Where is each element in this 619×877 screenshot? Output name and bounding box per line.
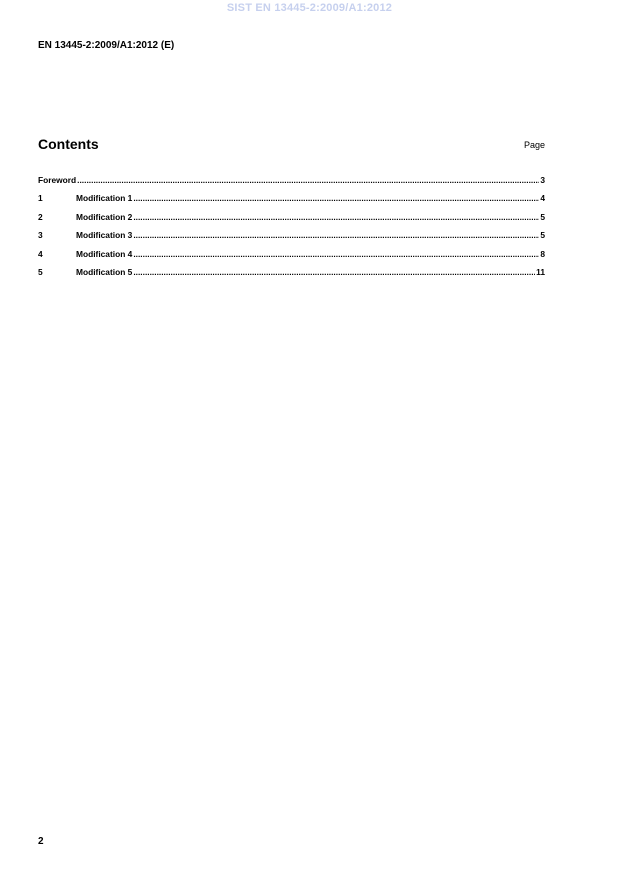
toc-entry-number: 2 — [38, 211, 43, 222]
toc-entry-5[interactable] — [38, 267, 545, 285]
contents-heading: Contents — [38, 136, 99, 152]
toc-entry-number: 3 — [38, 230, 43, 241]
toc-entry-2[interactable] — [38, 212, 545, 230]
document-id: EN 13445-2:2009/A1:2012 (E) — [38, 40, 175, 51]
watermark: SIST EN 13445-2:2009/A1:2012 — [226, 2, 393, 14]
page-column-label: Page — [523, 140, 545, 150]
toc-entry-4[interactable] — [38, 249, 545, 267]
toc-entry-title: Modification 3 — [76, 230, 133, 241]
toc-entry-number: 5 — [38, 266, 43, 277]
toc-entry-title: Modification 4 — [76, 248, 133, 259]
toc-entry-page: 4 — [540, 193, 545, 204]
toc-leader-dots — [133, 267, 535, 277]
toc-entry-title: Modification 2 — [76, 211, 133, 222]
toc-entry-page: 5 — [540, 211, 545, 222]
table-of-contents — [38, 175, 545, 285]
toc-entry-number: 4 — [38, 248, 43, 259]
toc-leader-dots — [77, 175, 539, 185]
toc-entry-page: 8 — [540, 248, 545, 259]
toc-entry-title: Modification 1 — [76, 193, 133, 204]
toc-leader-dots — [133, 230, 539, 240]
page-number: 2 — [38, 836, 44, 847]
toc-entry-title: Foreword — [38, 175, 77, 185]
toc-leader-dots — [133, 193, 539, 203]
toc-entry-page: 3 — [540, 175, 545, 185]
toc-entry-page: 11 — [536, 266, 545, 277]
toc-entry-title: Modification 5 — [76, 266, 133, 277]
toc-leader-dots — [133, 249, 539, 259]
toc-entry-1[interactable] — [38, 193, 545, 211]
toc-leader-dots — [133, 212, 539, 222]
toc-entry-foreword[interactable] — [38, 175, 545, 193]
toc-entry-page: 5 — [540, 230, 545, 241]
toc-entry-number: 1 — [38, 193, 43, 204]
toc-entry-3[interactable] — [38, 230, 545, 248]
